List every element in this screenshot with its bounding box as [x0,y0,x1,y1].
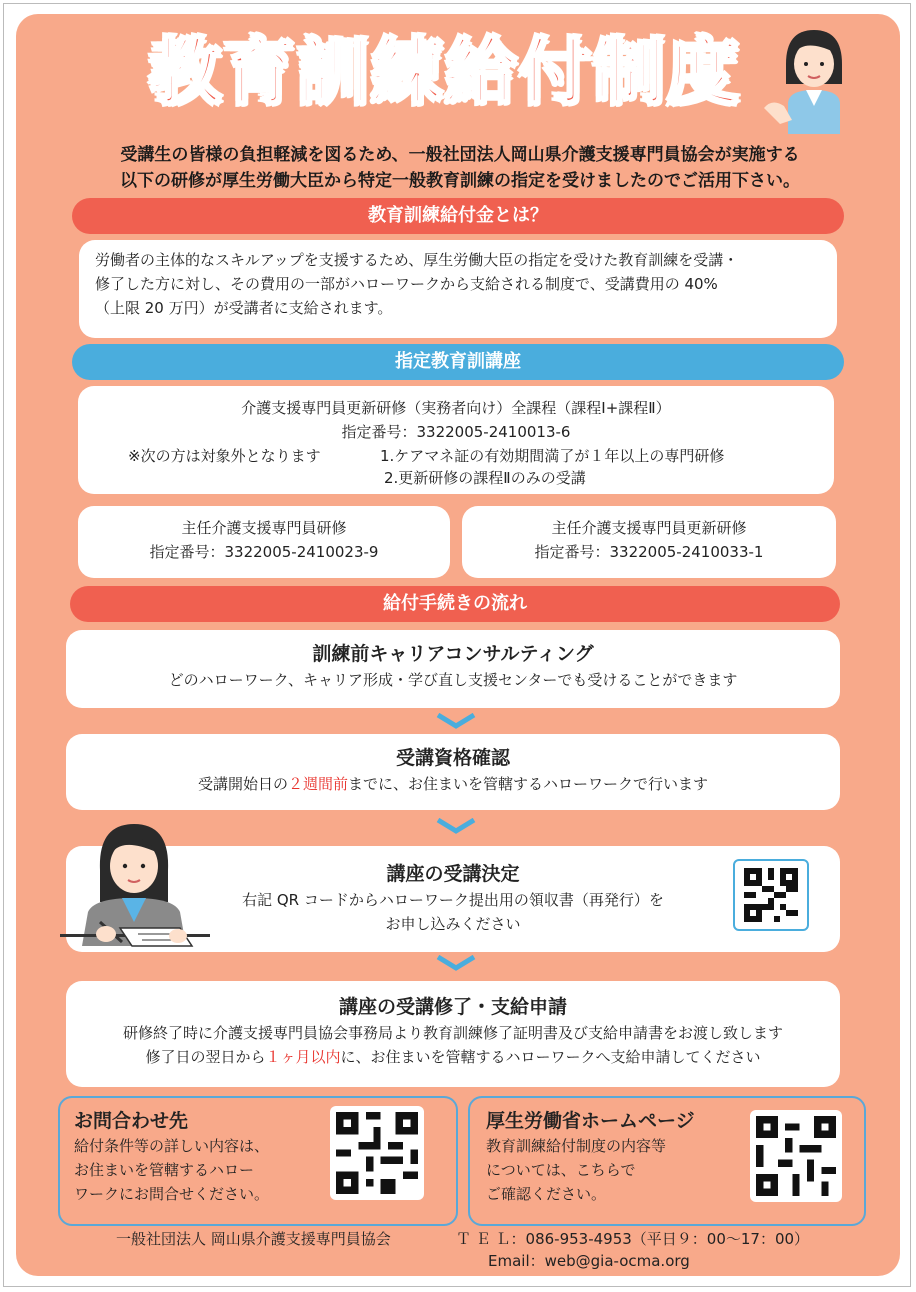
step-completion-application [66,981,840,1087]
footer-org: 一般社団法人 岡山県介護支援専門員協会 [116,1230,391,1248]
contact-line-3: ワークにお問合せください。 [74,1185,270,1203]
mhlw-line-3: ご確認ください。 [486,1185,607,1203]
main-course-number: 指定番号：3322005-2410013-6 [341,423,571,441]
chief-course-number: 指定番号：3322005-2410023-9 [149,543,379,561]
contact-qr-image [336,1112,418,1194]
intro-line-2: 以下の研修が厚生労働大臣から特定一般教育訓練の指定を受けましたのでご活用下さい。 [120,171,800,191]
mhlw-title: 厚生労働省ホームページ [486,1110,695,1132]
step2-deadline-highlight: ２週間前 [287,775,348,793]
mhlw-qr-image [756,1116,836,1196]
contact-title: お問合わせ先 [74,1110,189,1132]
chevron-down-icon [436,955,476,971]
step4-desc-1: 研修終了時に介護支援専門員協会事務局より教育訓練修了証明書及び支給申請書をお渡し致します [122,1024,783,1042]
page-title: 教育訓練給付制度 [148,30,741,114]
exclusion-item-2: 2.更新研修の課程Ⅱのみの受講 [384,469,586,487]
qr-code-icon[interactable] [733,859,809,931]
step3-title: 講座の受講決定 [386,863,520,885]
contact-text [74,1134,269,1206]
exclusion-item-1: 1.ケアマネ証の有効期間満了が１年以上の専門研修 [380,447,725,465]
step1-title: 訓練前キャリアコンサルティング [312,643,594,665]
contact-box [58,1096,458,1226]
footer-tel: Ｔ Ｅ Ｌ：086-953-4953（平日９：00～17：00） [456,1230,810,1248]
benefit-description-card [79,240,837,338]
step1-desc: どのハローワーク、キャリア形成・学び直し支援センターでも受けることができます [168,671,738,689]
intro-text [60,142,860,194]
step-career-consulting [66,630,840,708]
main-course-card [78,386,834,494]
benefit-line-3: （上限 20 万円）が受講者に支給されます。 [95,299,393,317]
step4-desc-post: に、お住まいを管轄するハローワークへ支給申請してください [340,1048,761,1066]
step4-desc-2 [66,1045,840,1069]
qr-code-icon[interactable] [330,1106,424,1200]
mhlw-box [468,1096,866,1226]
chief-renewal-course-number: 指定番号：3322005-2410033-1 [534,543,764,561]
section-header-courses: 指定教育訓講座 [72,344,844,380]
step4-desc-pre: 修了日の翌日から [145,1048,266,1066]
writing-person-illustration-icon [60,818,210,956]
presenter-illustration-icon [758,24,866,134]
main-course-title: 介護支援専門員更新研修（実務者向け）全課程（課程Ⅰ+課程Ⅱ） [241,399,671,417]
section-header-benefit: 教育訓練給付金とは？ [72,198,844,234]
step2-desc-pre: 受講開始日の [197,775,288,793]
step3-desc-2: お申し込みください [385,915,521,933]
chief-renewal-course-title: 主任介護支援専門員更新研修 [551,519,747,537]
chevron-down-icon [436,713,476,729]
contact-line-2: お住まいを管轄するハロー [74,1161,255,1179]
step2-title: 受講資格確認 [395,747,510,769]
qr-code-image [744,867,798,923]
chevron-down-icon [436,818,476,834]
mhlw-line-2: については、こちらで [486,1161,636,1179]
step4-title: 講座の受講修了・支給申請 [338,996,567,1018]
step2-desc [66,772,840,796]
exclusion-label: ※次の方は対象外となります [128,447,321,465]
benefit-line-2: 修了した方に対し、その費用の一部がハローワークから支給される制度で、受講費用の 40% [95,275,718,293]
mhlw-text [486,1134,666,1206]
chief-course-title: 主任介護支援専門員研修 [181,519,347,537]
intro-line-1: 受講生の皆様の負担軽減を図るため、一般社団法人岡山県介護支援専門員協会が実施する [120,145,800,165]
section-header-procedure: 給付手続きの流れ [70,586,840,622]
step3-desc-1: 右記 QR コードからハローワーク提出用の領収書（再発行）を [242,891,664,909]
chief-course-card [78,506,450,578]
step-eligibility-check [66,734,840,810]
contact-line-1: 給付条件等の詳しい内容は、 [74,1137,270,1155]
step2-desc-post: までに、お住まいを管轄するハローワークで行います [348,775,709,793]
benefit-line-1: 労働者の主体的なスキルアップを支援するため、厚生労働大臣の指定を受けた教育訓練を受講・ [95,251,739,269]
mhlw-line-1: 教育訓練給付制度の内容等 [486,1137,667,1155]
qr-code-icon[interactable] [750,1110,842,1202]
footer-email[interactable]: Email：web@gia-ocma.org [488,1252,690,1270]
chief-renewal-course-card [462,506,836,578]
step4-deadline-highlight: １ヶ月以内 [265,1048,341,1066]
